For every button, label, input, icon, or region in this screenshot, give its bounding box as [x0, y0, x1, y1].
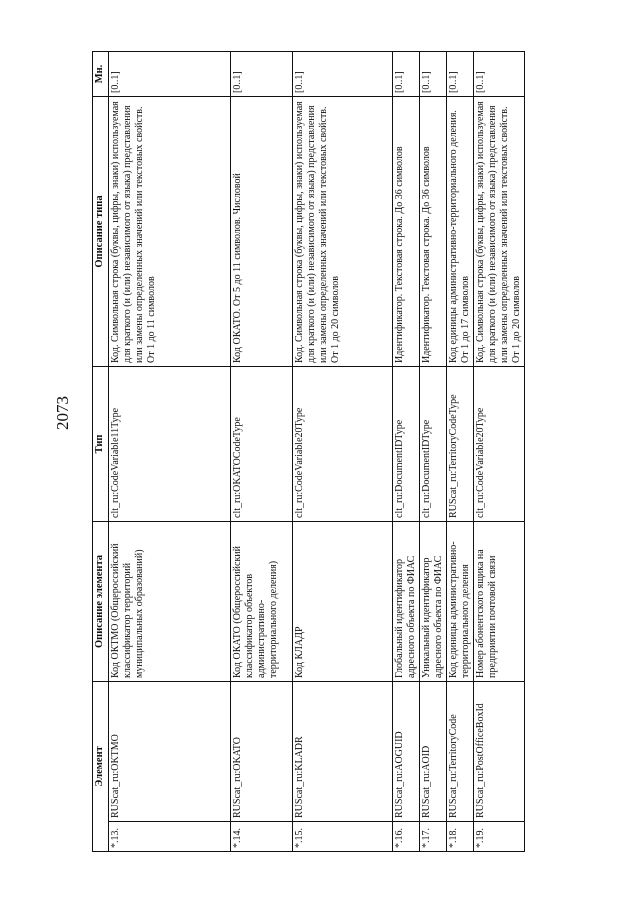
element-type: clt_ru:CodeVariable20Type [292, 367, 392, 522]
table-header-row [93, 52, 109, 852]
element-type: RUScat_ru:TerritoryCodeType [446, 367, 473, 522]
header-element: Элемент [93, 682, 109, 852]
element-description: Глобальный идентификатор адресного объекта по ФИАС [392, 522, 419, 682]
element-type: clt_ru:DocumentIDType [419, 367, 446, 522]
header-multiplicity: Мн. [93, 52, 109, 97]
table-row [473, 52, 524, 852]
type-description: Код единицы административно-территориального деления. От 1 до 17 символов [446, 97, 473, 367]
element-description: Код ОКАТО (Общероссийский классификатор объектов административно-территориального деления) [230, 522, 292, 682]
type-description: Код. Символьная строка (буквы, цифры, знаки) используемая для краткого (и (или) независимого от языка) представления или замены определенных значений или текстовых свойств. От 1 до 11 символов [108, 97, 230, 367]
row-number: *.18. [446, 822, 473, 852]
table-row [419, 52, 446, 852]
element-description: Уникальный идентификатор адресного объекта по ФИАС [419, 522, 446, 682]
element-description: Код ОКТМО (Общероссийский классификатор территорий муниципальных образований) [108, 522, 230, 682]
type-description: Идентификатор. Текстовая строка. До 36 символов [419, 97, 446, 367]
element-id: RUScat_ru:AOGUID [392, 682, 419, 822]
element-id: RUScat_ru:KLADR [292, 682, 392, 822]
table-row [446, 52, 473, 852]
element-id: RUScat_ru:PostOfficeBoxId [473, 682, 524, 822]
element-table [92, 51, 525, 852]
header-type-description: Описание типа [93, 97, 109, 367]
table-row [392, 52, 419, 852]
element-type: clt_ru:CodeVariable20Type [473, 367, 524, 522]
element-type: clt_ru:CodeVariable11Type [108, 367, 230, 522]
type-description: Идентификатор. Текстовая строка. До 36 символов [392, 97, 419, 367]
multiplicity: [0..1] [292, 52, 392, 97]
page-number-area [0, 0, 72, 905]
row-number: *.14. [230, 822, 292, 852]
row-number: *.19. [473, 822, 524, 852]
header-type: Тип [93, 367, 109, 522]
multiplicity: [0..1] [108, 52, 230, 97]
table-row [108, 52, 230, 852]
table-row [230, 52, 292, 852]
type-description: Код. Символьная строка (буквы, цифры, знаки) используемая для краткого (и (или) независимого от языка) представления или замены определенных значений или текстовых свойств. От 1 до 20 символов [473, 97, 524, 367]
element-type: clt_ru:DocumentIDType [392, 367, 419, 522]
element-description: Код КЛАДР [292, 522, 392, 682]
multiplicity: [0..1] [473, 52, 524, 97]
element-id: RUScat_ru:OKATO [230, 682, 292, 822]
multiplicity: [0..1] [419, 52, 446, 97]
element-id: RUScat_ru:TerritoryCode [446, 682, 473, 822]
multiplicity: [0..1] [446, 52, 473, 97]
header-element-description: Описание элемента [93, 522, 109, 682]
multiplicity: [0..1] [230, 52, 292, 97]
type-description: Код. Символьная строка (буквы, цифры, знаки) используемая для краткого (и (или) независимого от языка) представления или замены определенных значений или текстовых свойств. От 1 до 20 символов [292, 97, 392, 367]
element-id: RUScat_ru:OKTMO [108, 682, 230, 822]
row-number: *.17. [419, 822, 446, 852]
multiplicity: [0..1] [392, 52, 419, 97]
page-number: 2073 [53, 396, 72, 430]
rotated-table-wrapper [92, 52, 522, 852]
table-row [292, 52, 392, 852]
row-number: *.13. [108, 822, 230, 852]
element-id: RUScat_ru:AOID [419, 682, 446, 822]
element-type: clt_ru:OKATOCodeType [230, 367, 292, 522]
row-number: *.16. [392, 822, 419, 852]
element-description: Номер абонентского ящика на предприятии почтовой связи [473, 522, 524, 682]
element-description: Код единицы административно-территориального деления [446, 522, 473, 682]
row-number: *.15. [292, 822, 392, 852]
type-description: Код ОКАТО. От 5 до 11 символов. Числовой [230, 97, 292, 367]
